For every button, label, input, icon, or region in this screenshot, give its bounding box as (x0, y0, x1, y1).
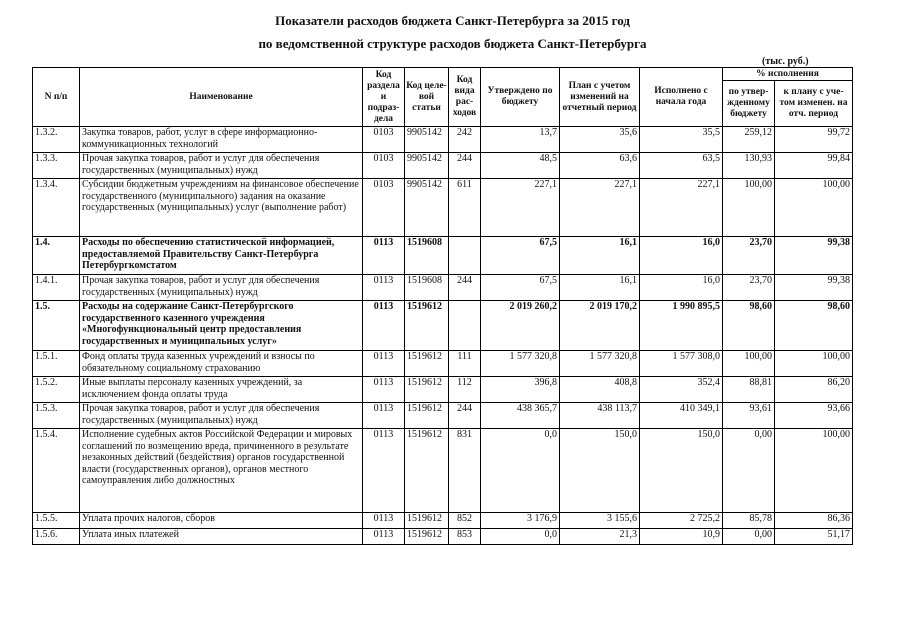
cell-vid (449, 237, 481, 275)
cell-razdel: 0113 (363, 237, 405, 275)
cell-name: Иные выплаты персоналу казенных учреждений, за исключением фонда оплаты труда (80, 377, 363, 403)
cell-name: Прочая закупка товаров, работ и услуг для обеспечения государственных (муниципальных) нужд (80, 275, 363, 301)
cell-vid: 831 (449, 429, 481, 513)
cell-approved: 2 019 260,2 (481, 301, 560, 351)
cell-razdel: 0103 (363, 179, 405, 237)
cell-statya: 1519612 (405, 529, 449, 545)
cell-plan: 227,1 (560, 179, 640, 237)
cell-pct-plan: 98,60 (775, 301, 853, 351)
cell-approved: 13,7 (481, 127, 560, 153)
cell-statya: 1519608 (405, 237, 449, 275)
cell-name: Уплата прочих налогов, сборов (80, 513, 363, 529)
cell-plan: 150,0 (560, 429, 640, 513)
cell-done: 352,4 (640, 377, 723, 403)
cell-razdel: 0103 (363, 127, 405, 153)
cell-pct-budget: 88,81 (723, 377, 775, 403)
cell-statya: 9905142 (405, 153, 449, 179)
cell-pct-budget: 100,00 (723, 179, 775, 237)
cell-pct-plan: 100,00 (775, 179, 853, 237)
cell-pct-budget: 85,78 (723, 513, 775, 529)
cell-done: 16,0 (640, 237, 723, 275)
cell-razdel: 0113 (363, 403, 405, 429)
budget-table (32, 67, 853, 545)
cell-num: 1.4. (33, 237, 80, 275)
cell-razdel: 0113 (363, 513, 405, 529)
cell-num: 1.5.3. (33, 403, 80, 429)
table-row (33, 513, 853, 529)
cell-statya: 1519612 (405, 377, 449, 403)
header-name: Наименование (80, 68, 363, 127)
cell-vid: 244 (449, 275, 481, 301)
cell-approved: 396,8 (481, 377, 560, 403)
cell-done: 1 577 308,0 (640, 351, 723, 377)
cell-vid: 852 (449, 513, 481, 529)
cell-approved: 0,0 (481, 429, 560, 513)
cell-pct-plan: 99,72 (775, 127, 853, 153)
cell-plan: 21,3 (560, 529, 640, 545)
table-row (33, 429, 853, 513)
cell-pct-plan: 86,20 (775, 377, 853, 403)
cell-pct-plan: 93,66 (775, 403, 853, 429)
cell-approved: 67,5 (481, 237, 560, 275)
cell-pct-budget: 98,60 (723, 301, 775, 351)
cell-approved: 48,5 (481, 153, 560, 179)
table-row (33, 153, 853, 179)
cell-statya: 1519612 (405, 301, 449, 351)
cell-plan: 1 577 320,8 (560, 351, 640, 377)
cell-name: Закупка товаров, работ, услуг в сфере информационно-коммуникационных технологий (80, 127, 363, 153)
cell-plan: 408,8 (560, 377, 640, 403)
cell-name: Расходы по обеспечению статистической информацией, предоставляемой Правительству Санкт-Петербурга Петербургкомстатом (80, 237, 363, 275)
cell-name: Субсидии бюджетным учреждениям на финансовое обеспечение государственного (муниципального) задания на оказание государственных (муниципальных) услуг (выполнение работ) (80, 179, 363, 237)
cell-plan: 35,6 (560, 127, 640, 153)
cell-statya: 9905142 (405, 179, 449, 237)
header-pct-budget: по утвер-жденному бюджету (723, 81, 775, 127)
cell-plan: 16,1 (560, 275, 640, 301)
cell-done: 35,5 (640, 127, 723, 153)
table-row (33, 127, 853, 153)
cell-pct-plan: 100,00 (775, 351, 853, 377)
cell-name: Расходы на содержание Санкт-Петербургского государственного казенного учреждения «Многофункциональный центр предоставления государственных и муниципальных услуг» (80, 301, 363, 351)
table-row (33, 179, 853, 237)
cell-pct-plan: 99,84 (775, 153, 853, 179)
cell-vid: 853 (449, 529, 481, 545)
header-razdel: Код раздела и подраз-дела (363, 68, 405, 127)
cell-statya: 1519608 (405, 275, 449, 301)
cell-razdel: 0113 (363, 351, 405, 377)
header-pct-plan: к плану с уче-том изменен. на отч. период (775, 81, 853, 127)
cell-name: Уплата иных платежей (80, 529, 363, 545)
cell-approved: 0,0 (481, 529, 560, 545)
cell-num: 1.5.4. (33, 429, 80, 513)
cell-approved: 67,5 (481, 275, 560, 301)
cell-done: 1 990 895,5 (640, 301, 723, 351)
cell-plan: 63,6 (560, 153, 640, 179)
cell-pct-budget: 93,61 (723, 403, 775, 429)
cell-done: 16,0 (640, 275, 723, 301)
cell-num: 1.5.5. (33, 513, 80, 529)
cell-done: 227,1 (640, 179, 723, 237)
cell-approved: 438 365,7 (481, 403, 560, 429)
cell-done: 2 725,2 (640, 513, 723, 529)
table-row (33, 403, 853, 429)
cell-num: 1.3.2. (33, 127, 80, 153)
cell-statya: 9905142 (405, 127, 449, 153)
cell-razdel: 0103 (363, 153, 405, 179)
cell-vid: 242 (449, 127, 481, 153)
cell-razdel: 0113 (363, 429, 405, 513)
cell-vid (449, 301, 481, 351)
cell-plan: 438 113,7 (560, 403, 640, 429)
header-pct: % исполнения (723, 68, 853, 81)
cell-pct-budget: 0,00 (723, 429, 775, 513)
cell-num: 1.5. (33, 301, 80, 351)
cell-pct-budget: 259,12 (723, 127, 775, 153)
cell-done: 63,5 (640, 153, 723, 179)
report-title: Показатели расходов бюджета Санкт-Петербурга за 2015 год (275, 13, 630, 28)
cell-num: 1.5.1. (33, 351, 80, 377)
table-row (33, 351, 853, 377)
units-label: (тыс. руб.) (762, 56, 809, 67)
table-row (33, 237, 853, 275)
cell-name: Прочая закупка товаров, работ и услуг для обеспечения государственных (муниципальных) нужд (80, 153, 363, 179)
cell-done: 150,0 (640, 429, 723, 513)
table-row (33, 377, 853, 403)
cell-pct-plan: 86,36 (775, 513, 853, 529)
cell-num: 1.3.4. (33, 179, 80, 237)
cell-razdel: 0113 (363, 529, 405, 545)
cell-plan: 3 155,6 (560, 513, 640, 529)
cell-pct-plan: 100,00 (775, 429, 853, 513)
cell-statya: 1519612 (405, 351, 449, 377)
cell-plan: 2 019 170,2 (560, 301, 640, 351)
cell-pct-budget: 23,70 (723, 275, 775, 301)
cell-statya: 1519612 (405, 403, 449, 429)
cell-name: Фонд оплаты труда казенных учреждений и взносы по обязательному социальному страхованию (80, 351, 363, 377)
cell-done: 410 349,1 (640, 403, 723, 429)
report-subtitle: по ведомственной структуре расходов бюджета Санкт-Петербурга (258, 36, 647, 51)
cell-razdel: 0113 (363, 377, 405, 403)
cell-pct-plan: 99,38 (775, 237, 853, 275)
cell-statya: 1519612 (405, 513, 449, 529)
cell-vid: 244 (449, 403, 481, 429)
cell-pct-budget: 0,00 (723, 529, 775, 545)
cell-approved: 1 577 320,8 (481, 351, 560, 377)
cell-vid: 111 (449, 351, 481, 377)
table-row (33, 301, 853, 351)
cell-name: Исполнение судебных актов Российской Федерации и мировых соглашений по возмещению вреда, причиненного в результате незаконных действий (бездействия) органов государственной власти (государственных органов), органов местного самоуправления либо должностных (80, 429, 363, 513)
header-num: N п/п (33, 68, 80, 127)
cell-num: 1.5.6. (33, 529, 80, 545)
cell-pct-plan: 99,38 (775, 275, 853, 301)
cell-num: 1.5.2. (33, 377, 80, 403)
cell-pct-budget: 100,00 (723, 351, 775, 377)
table-body (33, 127, 853, 545)
table-row (33, 529, 853, 545)
cell-num: 1.4.1. (33, 275, 80, 301)
cell-pct-plan: 51,17 (775, 529, 853, 545)
cell-razdel: 0113 (363, 275, 405, 301)
header-plan: План с учетом изменений на отчетный период (560, 68, 640, 127)
header-vid: Код вида рас-ходов (449, 68, 481, 127)
cell-name: Прочая закупка товаров, работ и услуг для обеспечения государственных (муниципальных) нужд (80, 403, 363, 429)
cell-done: 10,9 (640, 529, 723, 545)
cell-razdel: 0113 (363, 301, 405, 351)
cell-plan: 16,1 (560, 237, 640, 275)
cell-num: 1.3.3. (33, 153, 80, 179)
cell-pct-budget: 23,70 (723, 237, 775, 275)
cell-pct-budget: 130,93 (723, 153, 775, 179)
header-statya: Код целе-вой статьи (405, 68, 449, 127)
cell-vid: 244 (449, 153, 481, 179)
cell-vid: 112 (449, 377, 481, 403)
header-done: Исполнено с начала года (640, 68, 723, 127)
cell-approved: 227,1 (481, 179, 560, 237)
header-approved: Утверждено по бюджету (481, 68, 560, 127)
cell-vid: 611 (449, 179, 481, 237)
cell-statya: 1519612 (405, 429, 449, 513)
cell-approved: 3 176,9 (481, 513, 560, 529)
table-row (33, 275, 853, 301)
